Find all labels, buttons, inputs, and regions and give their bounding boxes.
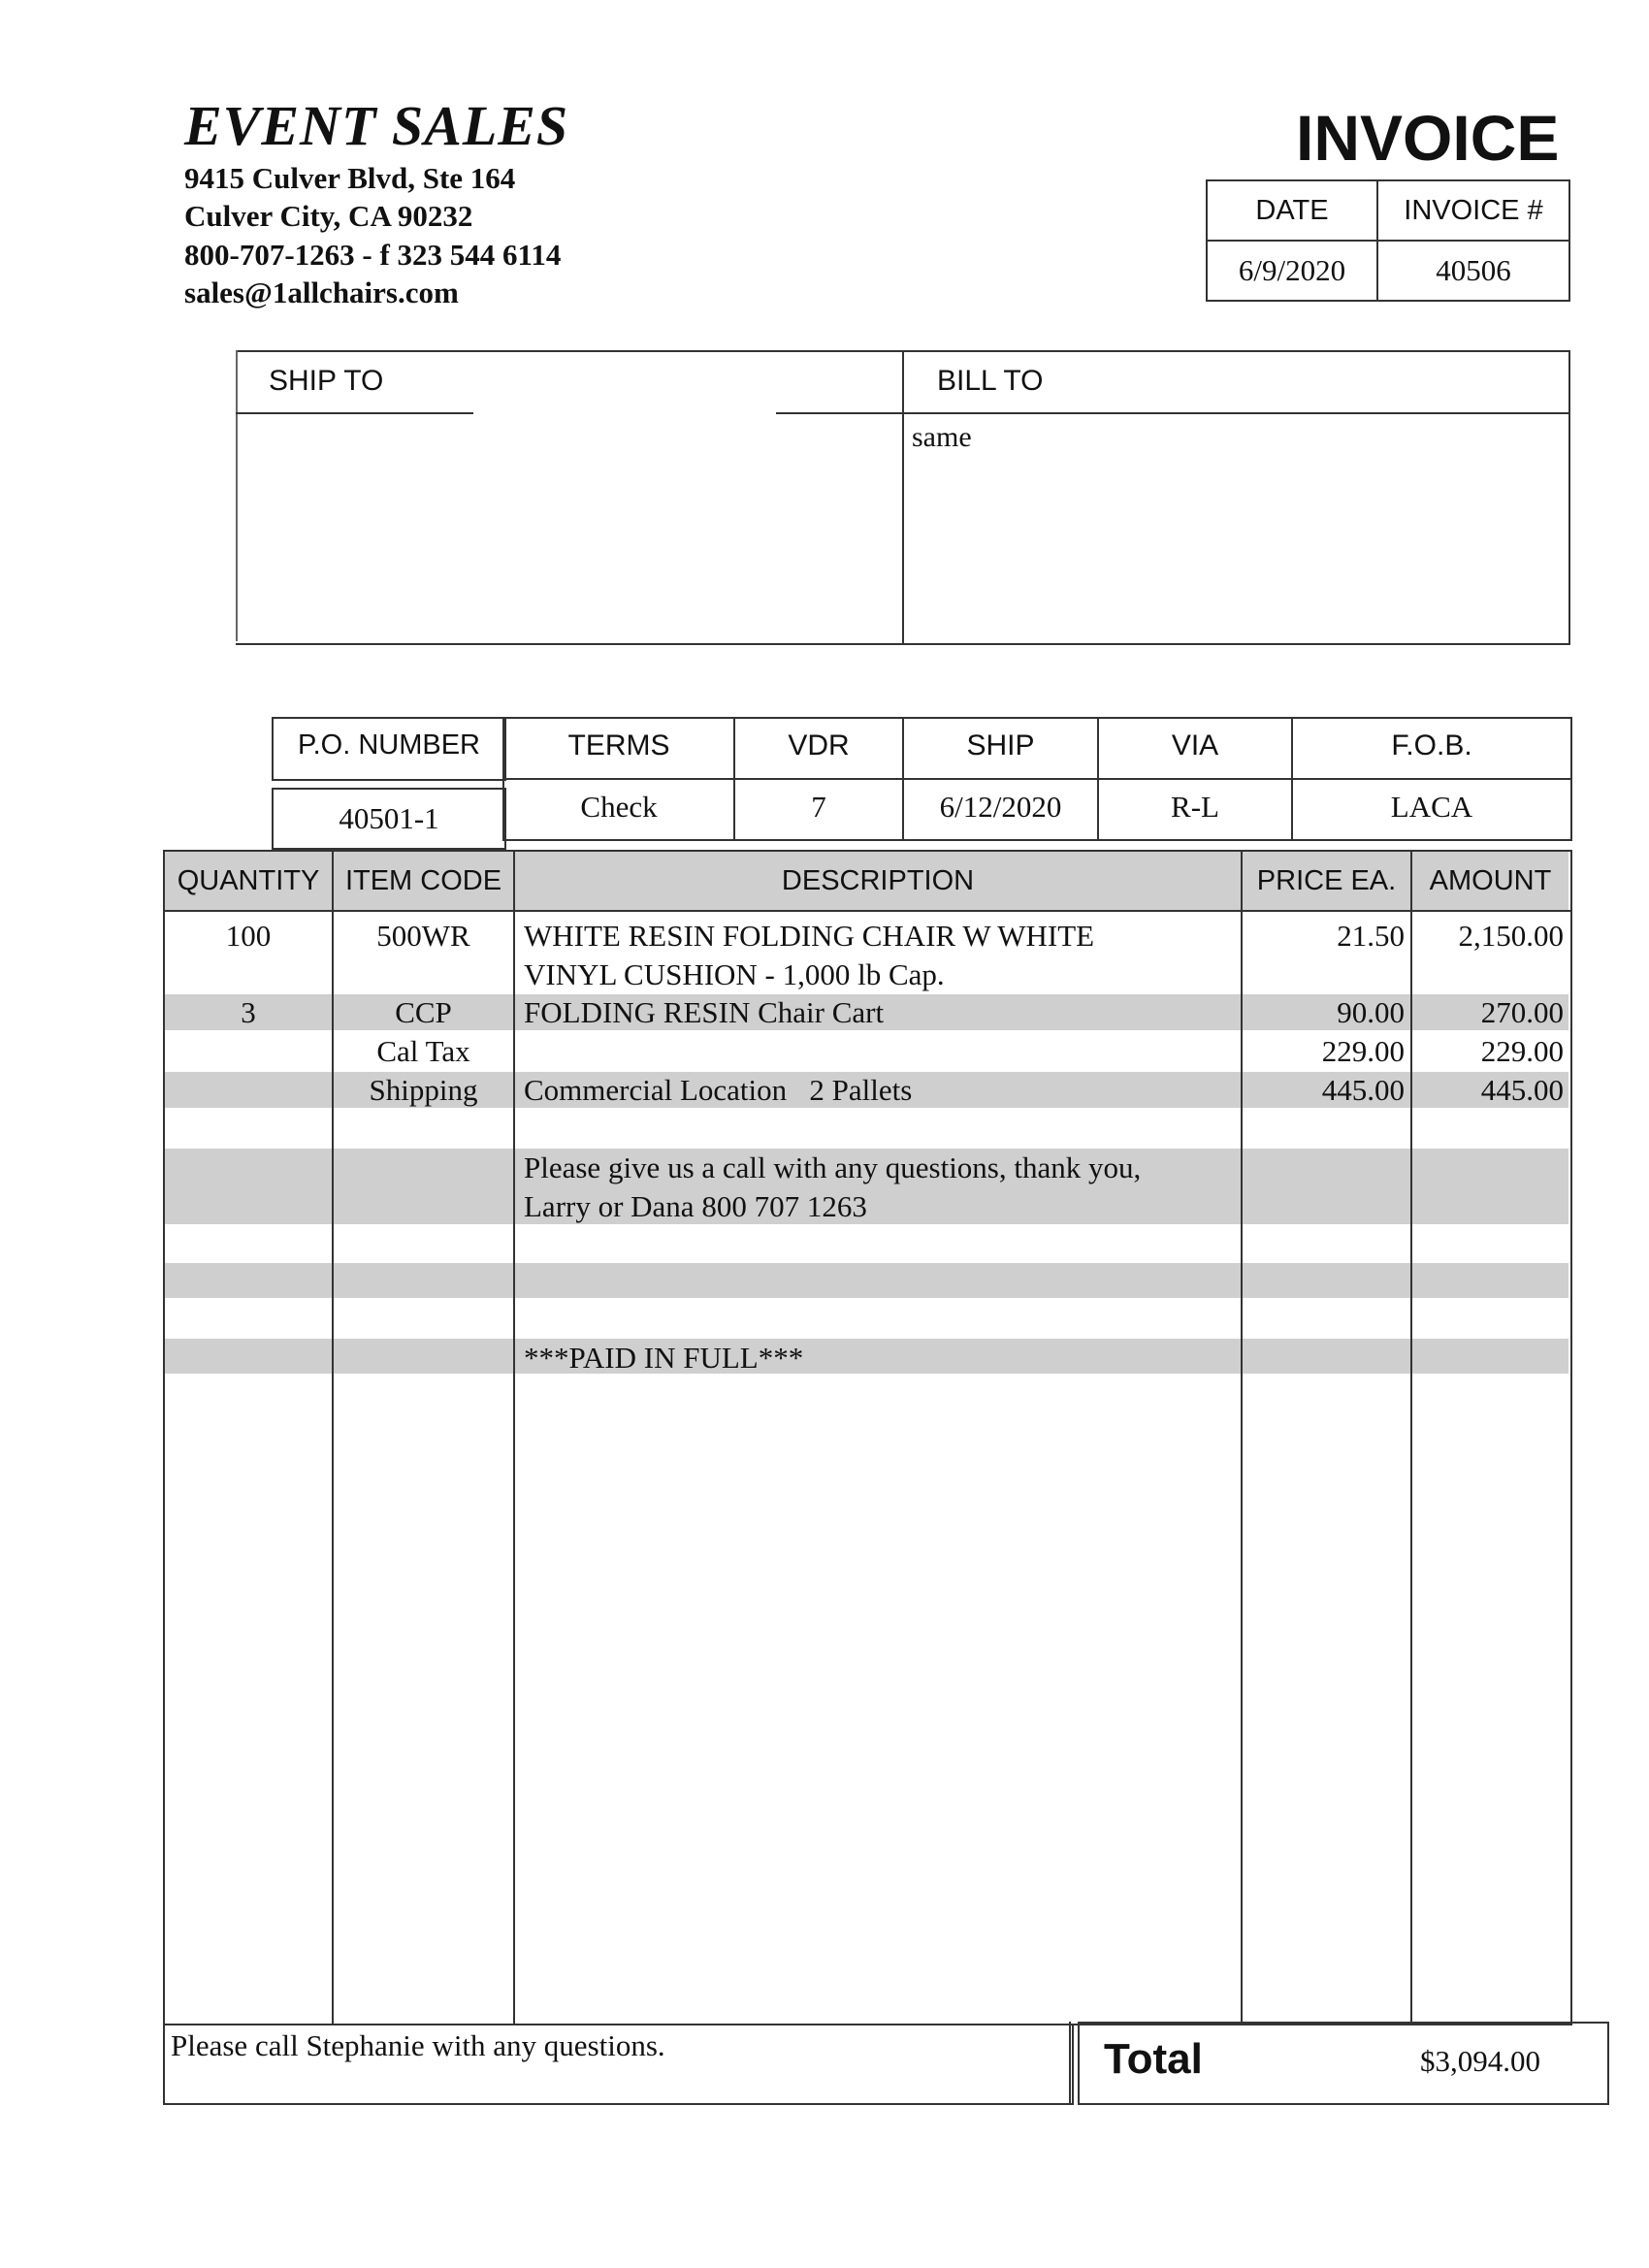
ship-to-label: SHIP TO <box>269 365 384 397</box>
row2-price: 90.00 <box>1337 995 1405 1029</box>
row1-amount: 2,150.00 <box>1458 919 1564 953</box>
header-item-code: ITEM CODE <box>344 865 502 896</box>
header-description: DESCRIPTION <box>781 865 975 896</box>
date-label: DATE <box>1207 180 1377 241</box>
company-name: EVENT SALES <box>184 94 569 157</box>
paid-in-full-note: ***PAID IN FULL*** <box>524 1341 804 1375</box>
note-line2: Larry or Dana 800 707 1263 <box>524 1189 867 1223</box>
company-address-line2: Culver City, CA 90232 <box>184 199 473 233</box>
row1-description-line1: WHITE RESIN FOLDING CHAIR W WHITE <box>524 919 1095 953</box>
vdr-label: VDR <box>788 729 850 761</box>
row2-description: FOLDING RESIN Chair Cart <box>524 995 885 1029</box>
ship-label: SHIP <box>966 729 1035 761</box>
row3-item-code: Cal Tax <box>376 1034 470 1068</box>
vdr-value: 7 <box>811 790 826 824</box>
invoice-number: 40506 <box>1377 241 1569 301</box>
company-address-line1: 9415 Culver Blvd, Ste 164 <box>184 161 516 195</box>
header-price-each: PRICE EA. <box>1256 865 1397 896</box>
via-value: R-L <box>1171 790 1219 824</box>
row3-price: 229.00 <box>1321 1034 1405 1068</box>
invoice-number-label: INVOICE # <box>1377 180 1569 241</box>
total-value: $3,094.00 <box>1420 2044 1540 2078</box>
po-number-label: P.O. NUMBER <box>297 729 480 761</box>
po-number-value: 40501-1 <box>339 801 439 835</box>
fob-label: F.O.B. <box>1391 729 1472 761</box>
invoice-date: 6/9/2020 <box>1207 241 1377 301</box>
fob-value: LACA <box>1390 790 1473 824</box>
via-label: VIA <box>1171 729 1219 761</box>
invoice-meta-table <box>1206 179 1570 302</box>
bill-to-label: BILL TO <box>937 365 1044 397</box>
header-amount: AMOUNT <box>1429 865 1552 896</box>
row4-description: Commercial Location 2 Pallets <box>524 1073 913 1107</box>
bill-to-value: same <box>912 421 972 453</box>
terms-value: Check <box>580 790 658 824</box>
row1-description-line2: VINYL CUSHION - 1,000 lb Cap. <box>524 957 945 991</box>
row4-item-code: Shipping <box>369 1073 478 1107</box>
footer-message: Please call Stephanie with any questions. <box>171 2028 665 2062</box>
header-quantity: QUANTITY <box>177 865 320 896</box>
row2-item-code: CCP <box>395 995 452 1029</box>
row1-price: 21.50 <box>1337 919 1405 953</box>
row2-amount: 270.00 <box>1480 995 1564 1029</box>
invoice-title: INVOICE <box>1296 102 1560 174</box>
company-phone: 800-707-1263 - f 323 544 6114 <box>184 238 562 272</box>
note-line1: Please give us a call with any questions, thank you, <box>524 1150 1142 1184</box>
company-email: sales@1allchairs.com <box>184 275 459 309</box>
row3-amount: 229.00 <box>1480 1034 1564 1068</box>
total-label: Total <box>1104 2035 1203 2083</box>
terms-label: TERMS <box>567 729 670 761</box>
row1-quantity: 100 <box>225 919 272 953</box>
row4-amount: 445.00 <box>1480 1073 1564 1107</box>
ship-value: 6/12/2020 <box>939 790 1062 824</box>
row1-item-code: 500WR <box>376 919 470 953</box>
row4-price: 445.00 <box>1321 1073 1405 1107</box>
row2-quantity: 3 <box>241 995 256 1029</box>
